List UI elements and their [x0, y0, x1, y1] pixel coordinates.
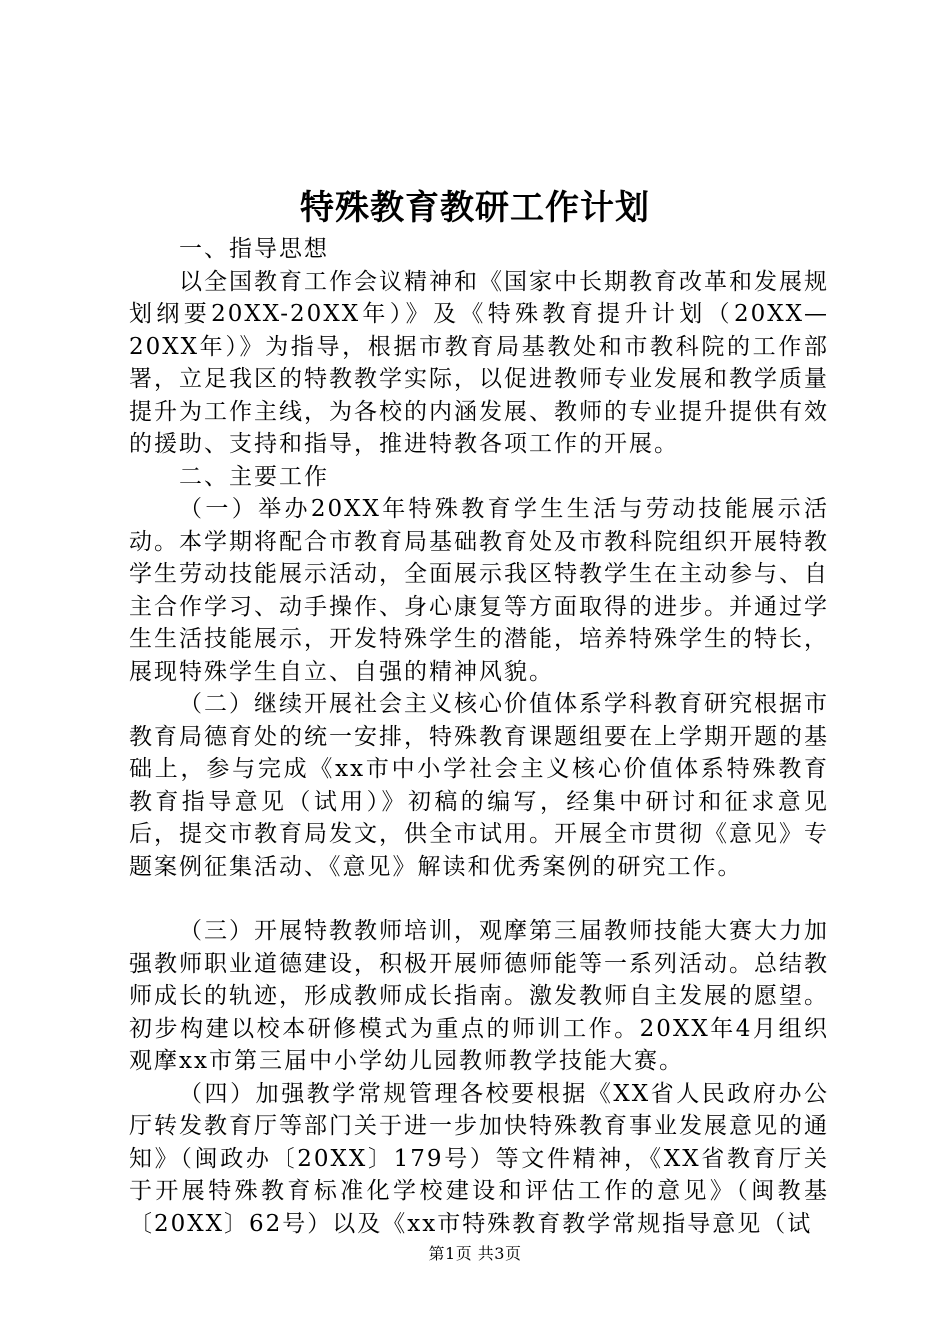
document-body: [129, 233, 829, 1240]
paragraph-item-2: （二）继续开展社会主义核心价值体系学科教育研究根据市教育局德育处的统一安排，特殊教育课题组要在上学期开题的基础上，参与完成《xx市中小学社会主义核心价值体系特殊教育教育指导意见（试用）》初稿的编写，经集中研讨和征求意见后，提交市教育局发文，供全市试用。开展全市贯彻《意见》专题案例征集活动、《意见》解读和优秀案例的研究工作。: [129, 691, 829, 880]
page-number-footer: 第1页 共3页: [428, 1244, 522, 1263]
document-title: 特殊教育教研工作计划: [300, 188, 650, 228]
section-heading-guiding: 一、指导思想: [179, 236, 329, 262]
paragraph-guiding: 以全国教育工作会议精神和《国家中长期教育改革和发展规划纲要20XX-20XX年）》及《特殊教育提升计划（20XX—20XX年）》为指导，根据市教育局基教处和市教科院的工作部署，立足我区的特教教学实际，以促进教师专业发展和教学质量提升为工作主线，为各校的内涵发展、教师的专业提升提供有效的援助、支持和指导，推进特教各项工作的开展。: [129, 268, 829, 457]
section-heading-main-work: 二、主要工作: [179, 463, 329, 490]
paragraph-item-1: （一）举办20XX年特殊教育学生生活与劳动技能展示活动。本学期将配合市教育局基础教育处及市教科院组织开展特教学生劳动技能展示活动，全面展示我区特教学生在主动参与、自主合作学习、动手操作、身心康复等方面取得的进步。并通过学生生活技能展示，开发特殊学生的潜能，培养特殊学生的特长，展现特殊学生自立、自强的精神风貌。: [129, 496, 829, 685]
paragraph-item-4: （四）加强教学常规管理各校要根据《XX省人民政府办公厅转发教育厅等部门关于进一步加快特殊教育事业发展意见的通知》（闽政办〔20XX〕179号）等文件精神，《XX省教育厅关于开展特殊教育标准化学校建设和评估工作的意见》（闽教基〔20XX〕62号）以及《xx市特殊教育教学常规指导意见（试: [129, 1080, 829, 1237]
paragraph-item-3: （三）开展特教教师培训，观摩第三届教师技能大赛大力加强教师职业道德建设，积极开展师德师能等一系列活动。总结教师成长的轨迹，形成教师成长指南。激发教师自主发展的愿望。初步构建以校本研修模式为重点的师训工作。20XX年4月组织观摩xx市第三届中小学幼儿园教师教学技能大赛。: [129, 918, 829, 1074]
